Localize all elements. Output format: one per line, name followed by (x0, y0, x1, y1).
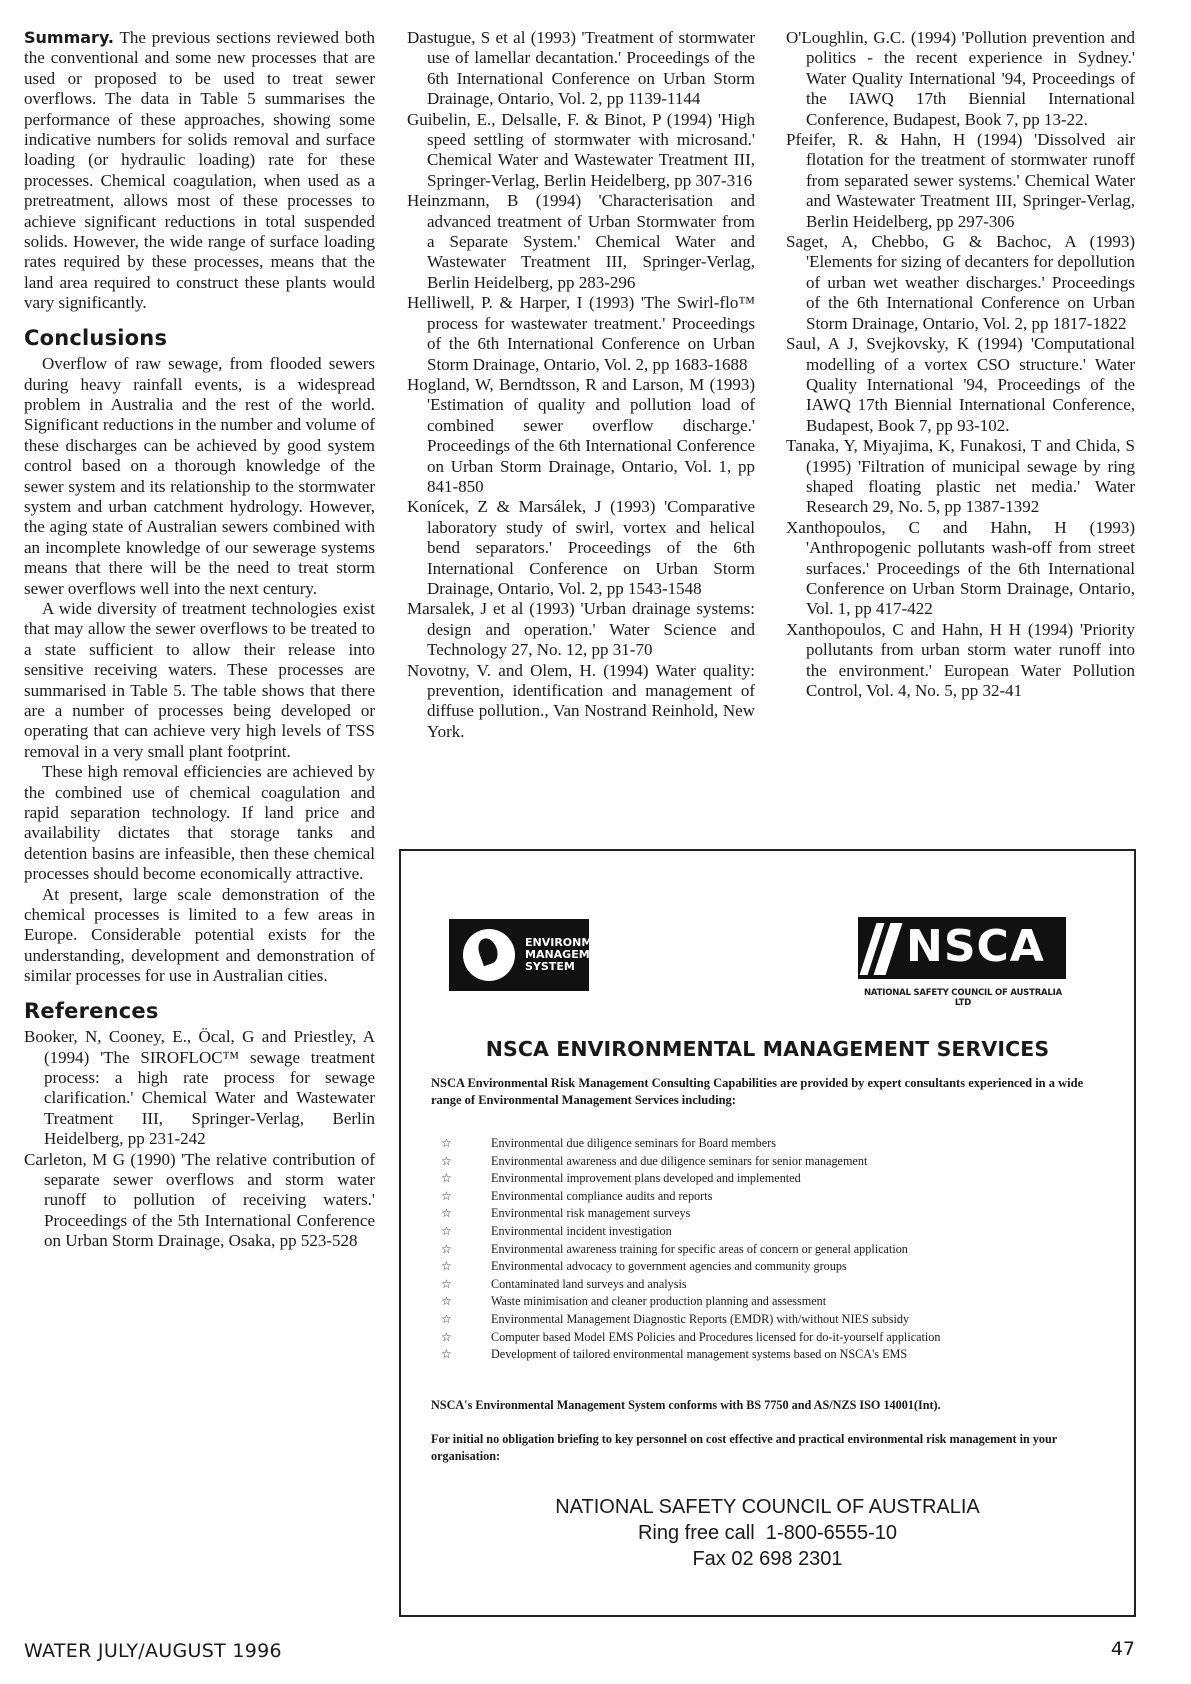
reference-entry: Dastugue, S et al (1993) 'Treatment of stormwater use of lamellar decantation.' Proceedings of the 6th International Conference on Urban Storm Drainage, Ontario, Vol. 2, pp 1139-1144 (407, 28, 755, 109)
contact-phone: Ring free call 1-800-6555-10 (637, 1522, 898, 1544)
service-label: Environmental compliance audits and reports (491, 1188, 713, 1203)
service-label: Environmental risk management surveys (491, 1206, 691, 1221)
reference-entry: Helliwell, P. & Harper, I (1993) 'The Swirl-flo™ process for wastewater treatment.' Proceedings of the 6th International Conference on Urban Storm Drainage, Ontario, Vol. 2, pp 1683-1688 (407, 293, 755, 374)
column-1 (24, 28, 375, 1252)
conclusions-paragraph: A wide diversity of treatment technologies exist that may allow the sewer overflows to be treated to a state sufficient to allow their release into sensitive receiving waters. These processes are summarised in Table 5. The table shows that there are a number of processes being developed or operating that can achieve very high levels of TSS removal in a very small plant footprint. (24, 598, 375, 761)
nsca-subtitle: NATIONAL SAFETY COUNCIL OF AUSTRALIA LTD (864, 988, 1062, 1008)
service-item (431, 1135, 1111, 1153)
service-label: Contaminated land surveys and analysis (491, 1276, 687, 1291)
reference-entry: Guibelin, E., Delsalle, F. & Binot, P (1994) 'High speed settling of stormwater with microsand.' Chemical Water and Wastewater Treatment III, Springer-Verlag, Berlin Heidelberg, pp 307-316 (407, 109, 755, 190)
star-icon: ☆ (441, 1329, 452, 1344)
service-label: Development of tailored environmental management systems based on NSCA's EMS (491, 1347, 908, 1362)
ad-title: NSCA ENVIRONMENTAL MANAGEMENT SERVICES (485, 1037, 1050, 1061)
service-label: Environmental due diligence seminars for Board members (491, 1136, 776, 1150)
nsca-logo (858, 917, 1066, 979)
ems-logo (449, 919, 632, 991)
conclusions-heading: Conclusions (24, 325, 168, 350)
service-item (431, 1258, 1111, 1276)
star-icon: ☆ (441, 1259, 452, 1274)
ems-statement: NSCA's Environmental Management System conforms with BS 7750 and AS/NZS ISO 14001(Int). (431, 1398, 941, 1412)
contact-fax: Fax 02 698 2301 (692, 1548, 843, 1570)
reference-entry: Novotny, V. and Olem, H. (1994) Water quality: prevention, identification and management of diffuse pollution., Van Nostrand Reinhold, New York. (407, 660, 755, 741)
service-item (431, 1205, 1111, 1223)
star-icon: ☆ (441, 1171, 452, 1186)
reference-entry: Saget, A, Chebbo, G & Bachoc, A (1993) 'Elements for sizing of decanters for depollution of urban wet weather discharges.' Proceedings of the 6th International Conference on Urban Storm Drainage, Ontario, Vol. 2, pp 1817-1822 (786, 232, 1135, 333)
service-item (431, 1276, 1111, 1294)
summary-lead: Summary. (24, 28, 114, 47)
service-item (431, 1241, 1111, 1259)
briefing-text: For initial no obligation briefing to key personnel on cost effective and practical environmental risk management in your organisation: (431, 1432, 1057, 1463)
services-list (431, 1135, 1111, 1364)
service-label: Environmental incident investigation (491, 1223, 672, 1238)
summary-text: The previous sections reviewed both the conventional and some new processes that are used or proposed to be used to treat sewer overflows. The data in Table 5 summarises the performance of these approaches, showing some indicative numbers for solids removal and surface loading (or hydraulic loading) rate for these processes. Chemical coagulation, when used as a pretreatment, allows most of these processes to achieve significant reductions in total suspended solids. However, the wide range of surface loading rates required by these processes, means that the land area required to construct these plants would vary significantly. (24, 28, 375, 313)
nsca-advertisement (399, 849, 1136, 1617)
star-icon: ☆ (441, 1223, 452, 1238)
service-label: Environmental Management Diagnostic Reports (EMDR) with/without NIES subsidy (491, 1311, 910, 1326)
service-label: Waste minimisation and cleaner production planning and assessment (491, 1294, 827, 1309)
star-icon: ☆ (441, 1153, 452, 1168)
reference-entry: Xanthopoulos, C and Hahn, H (1993) 'Anthropogenic pollutants wash-off from street surfaces.' Proceedings of the 6th International Conference on Urban Storm Drainage, Ontario, Vol. 1, pp 417-422 (786, 517, 1135, 619)
reference-entry: O'Loughlin, G.C. (1994) 'Pollution prevention and politics - the recent experience in Sydney.' Water Quality International '94, Proceedings of the IAWQ 17th Biennial International Conference, Budapest, Book 7, pp 13-22. (786, 28, 1135, 129)
conclusions-paragraph: At present, large scale demonstration of the chemical processes is limited to a few areas in Europe. Considerable potential exists for the understanding, development and demonstration of similar processes for use in Australian cities. (24, 884, 375, 986)
reference-entry: Pfeifer, R. & Hahn, H (1994) 'Dissolved air flotation for the treatment of stormwater runoff from separated sewer systems.' Chemical Water and Wastewater Treatment III, Springer-Verlag, Berlin Heidelberg, pp 297-306 (786, 130, 1135, 231)
contact-name: NATIONAL SAFETY COUNCIL OF AUSTRALIA (555, 1496, 980, 1518)
service-label: Environmental awareness and due diligence seminars for senior management (491, 1153, 868, 1168)
star-icon: ☆ (441, 1188, 452, 1203)
star-icon: ☆ (441, 1136, 452, 1150)
star-icon: ☆ (441, 1294, 452, 1309)
reference-entry: Konícek, Z & Marsálek, J (1993) 'Comparative laboratory study of swirl, vortex and helical bend separators.' Proceedings of the 6th International Conference on Urban Storm Drainage, Ontario, Vol. 2, pp 1543-1548 (407, 497, 755, 598)
ems-logo-line: SYSTEM (525, 960, 575, 973)
service-label: Environmental improvement plans developed and implemented (491, 1171, 801, 1186)
star-icon: ☆ (441, 1241, 452, 1256)
reference-entry: Tanaka, Y, Miyajima, K, Funakosi, T and Chida, S (1995) 'Filtration of municipal sewage by ring shaped floating plastic net media.' Water Research 29, No. 5, pp 1387-1392 (786, 436, 1135, 517)
summary-paragraph (24, 28, 375, 314)
page-number: 47 (1110, 1638, 1135, 1660)
reference-entry: Hogland, W, Berndtsson, R and Larson, M (1993) 'Estimation of quality and pollution load of combined sewer overflow discharge.' Proceedings of the 6th International Conference on Urban Storm Drainage, Ontario, Vol. 1, pp 841-850 (407, 374, 755, 496)
service-label: Environmental awareness training for specific areas of concern or general application (491, 1241, 908, 1256)
star-icon: ☆ (441, 1311, 452, 1326)
service-item (431, 1311, 1111, 1329)
star-icon: ☆ (441, 1347, 452, 1362)
star-icon: ☆ (441, 1276, 452, 1291)
nsca-logo-word: NSCA (906, 921, 1045, 972)
star-icon: ☆ (441, 1206, 452, 1221)
service-item (431, 1293, 1111, 1311)
service-item (431, 1329, 1111, 1347)
service-item (431, 1153, 1111, 1171)
ems-logo-line: ENVIRONMENTAL (525, 936, 632, 949)
conclusions-paragraph: These high removal efficiencies are achieved by the combined use of chemical coagulation and rapid separation technology. If land price and availability dictates that storage tanks and detention basins are infeasible, then these chemical processes should become economically attractive. (24, 762, 375, 884)
ems-logo-text (525, 937, 631, 973)
ems-logo-line: MANAGEMENT (525, 948, 614, 961)
conclusions-paragraph: Overflow of raw sewage, from flooded sewers during heavy rainfall events, is a widespread problem in Australia and the rest of the world. Significant reductions in the number and volume of these discharges can be achieved by good system control based on a thorough knowledge of the sewer system and its relationship to the stormwater system and urban catchment hydrology. However, the aging state of Australian sewers combined with an incomplete knowledge of our sewerage systems means that there will be the need to treat storm sewer overflows well into the next century. (24, 354, 375, 598)
contact-block (401, 1494, 1134, 1572)
reference-entry: Xanthopoulos, C and Hahn, H H (1994) 'Priority pollutants from urban storm water runoff into the environment.' European Water Pollution Control, Vol. 4, No. 5, pp 32-41 (786, 619, 1135, 700)
footer-publication: WATER JULY/AUGUST 1996 (24, 1640, 282, 1662)
column-2 (407, 28, 755, 742)
reference-entry: Saul, A J, Svejkovsky, K (1994) 'Computational modelling of a vortex CSO structure.' Water Quality International '94, Proceedings of the IAWQ 17th Biennial International Conference, Budapest, Book 7, pp 93-102. (786, 334, 1135, 435)
service-item (431, 1170, 1111, 1188)
service-item (431, 1223, 1111, 1241)
service-item (431, 1346, 1111, 1364)
ems-leaf-icon (463, 929, 515, 981)
ad-intro: NSCA Environmental Risk Management Consulting Capabilities are provided by expert consultants experienced in a wide range of Environmental Management Services including: (431, 1076, 1084, 1107)
reference-entry: Heinzmann, B (1994) 'Characterisation and advanced treatment of Urban Stormwater from a Separate System.' Chemical Water and Wastewater Treatment III, Springer-Verlag, Berlin Heidelberg, pp 283-296 (407, 191, 755, 292)
references-heading: References (24, 998, 159, 1023)
service-item (431, 1188, 1111, 1206)
service-label: Environmental advocacy to government agencies and community groups (491, 1259, 847, 1274)
reference-entry: Carleton, M G (1990) 'The relative contribution of separate sewer overflows and storm water runoff to pollution of receiving waters.' Proceedings of the 5th International Conference on Urban Storm Drainage, Osaka, pp 523-528 (24, 1149, 375, 1251)
service-label: Computer based Model EMS Policies and Procedures licensed for do-it-yourself application (491, 1329, 941, 1344)
reference-entry: Marsalek, J et al (1993) 'Urban drainage systems: design and operation.' Water Science and Technology 27, No. 12, pp 31-70 (407, 599, 755, 660)
reference-entry: Booker, N, Cooney, E., Öcal, G and Priestley, A (1994) 'The SIROFLOC™ sewage treatment process: a high rate process for sewage clarification.' Chemical Water and Wastewater Treatment III, Springer-Verlag, Berlin Heidelberg, pp 231-242 (24, 1027, 375, 1149)
column-3 (786, 28, 1135, 701)
nsca-slash-icon (860, 923, 903, 975)
